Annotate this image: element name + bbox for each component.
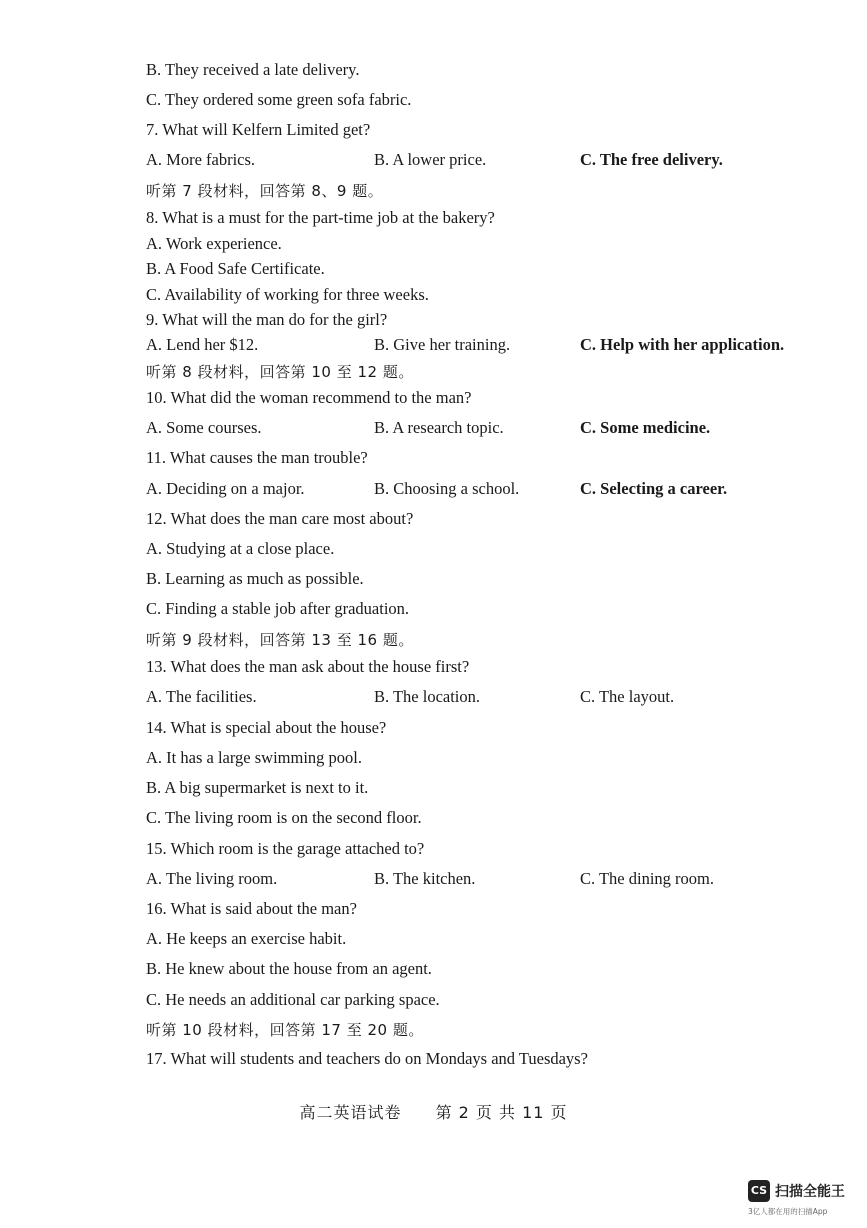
option-line: B. Learning as much as possible. [146, 569, 364, 588]
option-line: A. Studying at a close place. [146, 539, 335, 558]
page-footer [0, 1100, 867, 1123]
option-a: A. Lend her $12. [146, 335, 259, 354]
option-line: B. He knew about the house from an agent. [146, 959, 432, 978]
section-instruction: 听第 7 段材料，回答第 8、9 题。 [146, 182, 384, 200]
camscanner-logo-icon: CS [748, 1180, 770, 1202]
option-a: A. Deciding on a major. [146, 479, 305, 498]
option-line: C. They ordered some green sofa fabric. [146, 90, 412, 109]
option-b: B. A research topic. [374, 418, 504, 437]
question-9: 9. What will the man do for the girl? [146, 310, 388, 329]
option-b: B. Choosing a school. [374, 479, 520, 498]
option-c: C. Help with her application. [580, 335, 785, 354]
option-a: A. More fabrics. [146, 150, 256, 169]
watermark-tagline: 3亿人都在用的扫描App [748, 1207, 828, 1216]
section-instruction: 听第 9 段材料，回答第 13 至 16 题。 [146, 631, 414, 649]
option-b: B. A lower price. [374, 150, 487, 169]
option-line: A. He keeps an exercise habit. [146, 929, 347, 948]
watermark-name: 扫描全能王 [775, 1184, 845, 1200]
scanner-watermark [748, 1180, 860, 1220]
question-8: 8. What is a must for the part-time job at the bakery? [146, 208, 495, 227]
page-number: 第 2 页 共 11 页 [435, 1103, 568, 1122]
option-c: C. The layout. [580, 687, 675, 706]
question-16: 16. What is said about the man? [146, 899, 357, 918]
question-15: 15. Which room is the garage attached to? [146, 839, 425, 858]
option-a: A. The facilities. [146, 687, 257, 706]
option-line: B. A big supermarket is next to it. [146, 778, 369, 797]
option-b: B. The kitchen. [374, 869, 476, 888]
question-17: 17. What will students and teachers do on Mondays and Tuesdays? [146, 1049, 588, 1068]
option-line: A. It has a large swimming pool. [146, 748, 362, 767]
option-line: C. Availability of working for three weeks. [146, 285, 429, 304]
question-7: 7. What will Kelfern Limited get? [146, 120, 371, 139]
exam-title: 高二英语试卷 [299, 1103, 402, 1122]
section-instruction: 听第 10 段材料，回答第 17 至 20 题。 [146, 1021, 424, 1039]
option-line: C. The living room is on the second floor. [146, 808, 422, 827]
option-b: B. Give her training. [374, 335, 511, 354]
option-c: C. Selecting a career. [580, 479, 728, 498]
question-13: 13. What does the man ask about the house first? [146, 657, 470, 676]
option-a: A. Some courses. [146, 418, 262, 437]
option-c: C. The dining room. [580, 869, 714, 888]
question-14: 14. What is special about the house? [146, 718, 387, 737]
option-c: C. Some medicine. [580, 418, 711, 437]
section-instruction: 听第 8 段材料，回答第 10 至 12 题。 [146, 363, 414, 381]
question-10: 10. What did the woman recommend to the man? [146, 388, 472, 407]
option-line: A. Work experience. [146, 234, 282, 253]
option-line: B. They received a late delivery. [146, 60, 360, 79]
option-c: C. The free delivery. [580, 150, 723, 169]
option-line: C. Finding a stable job after graduation. [146, 599, 410, 618]
option-a: A. The living room. [146, 869, 278, 888]
question-12: 12. What does the man care most about? [146, 509, 414, 528]
option-line: B. A Food Safe Certificate. [146, 259, 325, 278]
option-line: C. He needs an additional car parking space. [146, 990, 440, 1009]
option-b: B. The location. [374, 687, 481, 706]
question-11: 11. What causes the man trouble? [146, 448, 368, 467]
